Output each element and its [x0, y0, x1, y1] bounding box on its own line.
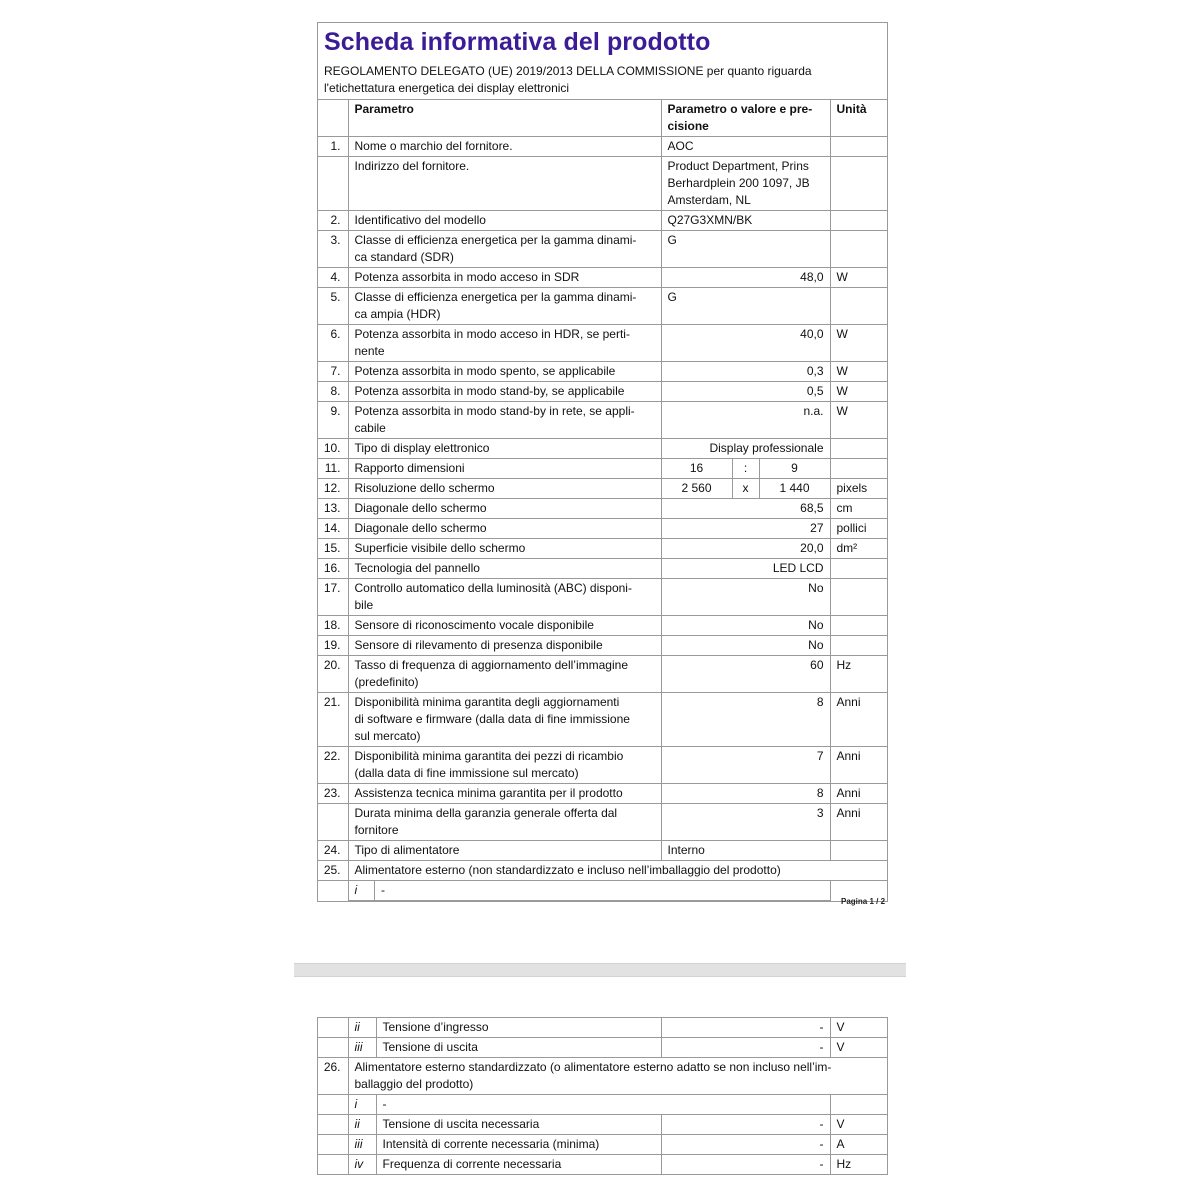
table-row: i - — [318, 1095, 887, 1115]
table-row: Durata minima della garanzia generale offerta dal fornitore 3 Anni — [318, 804, 887, 841]
table-row: 20. Tasso di frequenza di aggiornamento dell’immagine (predefinito) 60 Hz — [318, 656, 887, 693]
table-row: 9. Potenza assorbita in modo stand-by in rete, se appli- cabile n.a. W — [318, 402, 887, 439]
table-row: 22. Disponibilità minima garantita dei pezzi di ricambio (dalla data di fine immissione sul mercato) 7 Anni — [318, 747, 887, 784]
table-row: 13. Diagonale dello schermo 68,5 cm — [318, 499, 887, 519]
header-param: Parametro — [348, 100, 661, 137]
product-info-table — [318, 99, 887, 902]
table-row: 3. Classe di efficienza energetica per la gamma dinami- ca standard (SDR) G — [318, 231, 887, 268]
table-row: 18. Sensore di riconoscimento vocale disponibile No — [318, 616, 887, 636]
page-separator — [294, 963, 906, 977]
table-row: iii Intensità di corrente necessaria (minima) - A — [318, 1135, 887, 1155]
table-row: 15. Superficie visibile dello schermo 20,0 dm² — [318, 539, 887, 559]
table-row: 26. Alimentatore esterno standardizzato (o alimentatore esterno adatto se non incluso nell’im- ballaggio del prodotto) — [318, 1058, 887, 1095]
table-row: 10. Tipo di display elettronico Display professionale — [318, 439, 887, 459]
header-value: Parametro o valore e pre- cisione — [661, 100, 830, 137]
subtitle-line-1: REGOLAMENTO DELEGATO (UE) 2019/2013 DELLA COMMISSIONE per quanto riguarda — [324, 64, 812, 78]
table-row: iv Frequenza di corrente necessaria - Hz — [318, 1155, 887, 1175]
table-row: 23. Assistenza tecnica minima garantita per il prodotto 8 Anni — [318, 784, 887, 804]
table-row: 25. Alimentatore esterno (non standardizzato e incluso nell’imballaggio del prodotto) — [318, 861, 887, 881]
table-row: 19. Sensore di rilevamento di presenza disponibile No — [318, 636, 887, 656]
table-row: 11. Rapporto dimensioni 16 : 9 — [318, 459, 887, 479]
table-row: 17. Controllo automatico della luminosità (ABC) disponi- bile No — [318, 579, 887, 616]
table-row: Indirizzo del fornitore. Product Department, Prins Berhardplein 200 1097, JB Amsterdam, NL — [318, 157, 887, 211]
document-page-2 — [317, 1017, 888, 1175]
subtitle-line-2: l'etichettatura energetica dei display elettronici — [324, 81, 570, 95]
table-row: 1. Nome o marchio del fornitore. AOC — [318, 137, 887, 157]
table-row: 6. Potenza assorbita in modo acceso in HDR, se perti- nente 40,0 W — [318, 325, 887, 362]
page-number: Pagina 1 / 2 — [841, 897, 886, 906]
table-row: 21. Disponibilità minima garantita degli aggiornamenti di software e firmware (dalla data di fine immissione sul mercato) 8 Anni — [318, 693, 887, 747]
table-row: 16. Tecnologia del pannello LED LCD — [318, 559, 887, 579]
table-row: 5. Classe di efficienza energetica per la gamma dinami- ca ampia (HDR) G — [318, 288, 887, 325]
page-title: Scheda informativa del prodotto — [324, 28, 711, 56]
table-row: iii Tensione di uscita - V — [318, 1038, 887, 1058]
table-row: 14. Diagonale dello schermo 27 pollici — [318, 519, 887, 539]
regulation-subtitle — [318, 57, 887, 99]
table-row: 8. Potenza assorbita in modo stand-by, se applicabile 0,5 W — [318, 382, 887, 402]
table-row: 12. Risoluzione dello schermo 2 560 x 1 440 pixels — [318, 479, 887, 499]
table-row: ii Tensione di uscita necessaria - V — [318, 1115, 887, 1135]
table-row: i - — [318, 881, 887, 902]
header-unit: Unità — [830, 100, 887, 137]
table-header — [318, 100, 887, 137]
product-info-table-continued — [318, 1017, 887, 1175]
table-row: 24. Tipo di alimentatore Interno — [318, 841, 887, 861]
table-row: 7. Potenza assorbita in modo spento, se applicabile 0,3 W — [318, 362, 887, 382]
table-row: 4. Potenza assorbita in modo acceso in SDR 48,0 W — [318, 268, 887, 288]
document-page-1 — [317, 22, 888, 902]
table-row: 2. Identificativo del modello Q27G3XMN/BK — [318, 211, 887, 231]
table-row: ii Tensione d’ingresso - V — [318, 1018, 887, 1038]
